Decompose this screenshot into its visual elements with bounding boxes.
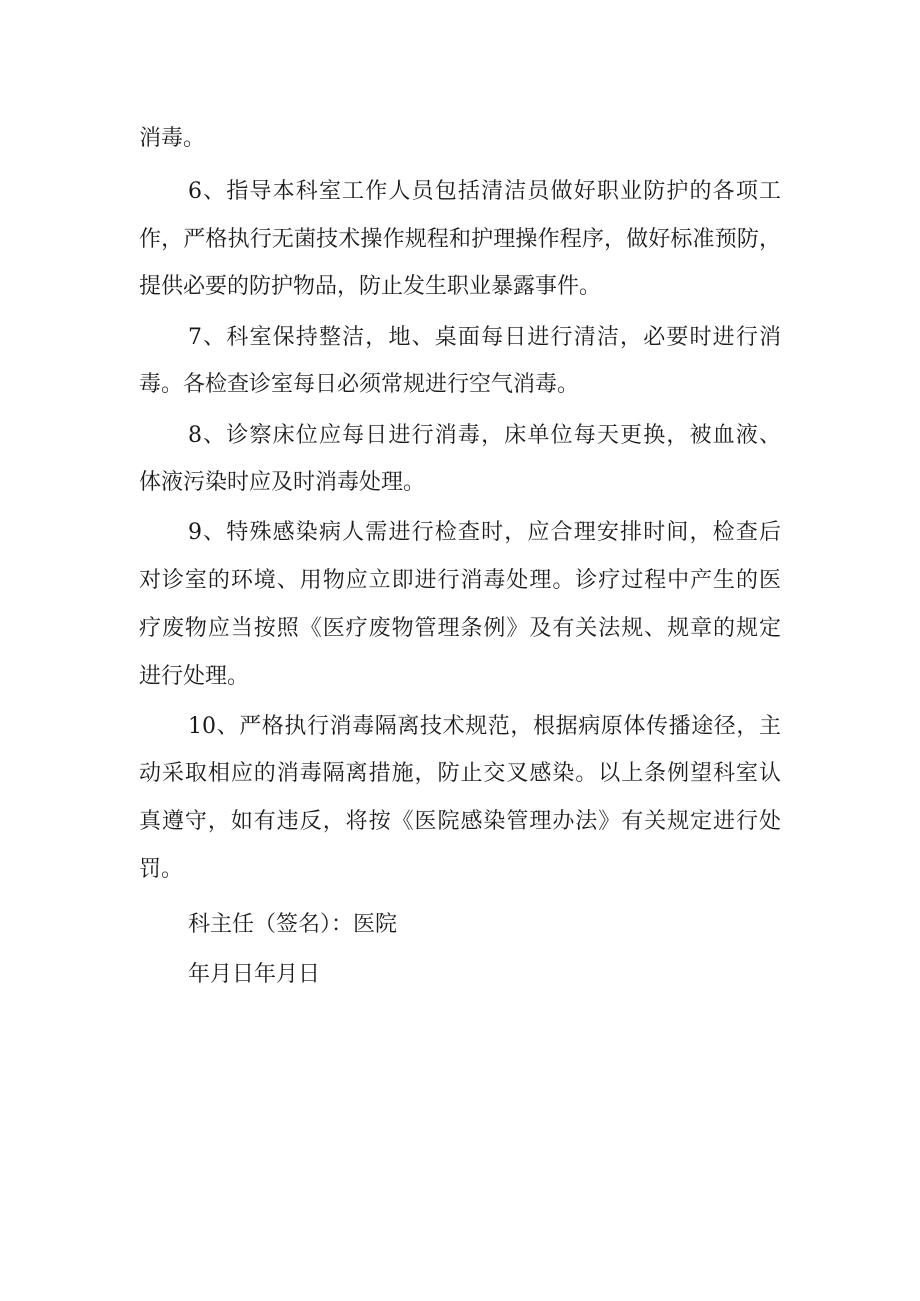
paragraph-9-line-4: 进行处理。 [139,664,250,689]
paragraph-7-line-2: 毒。各检查诊室每日必须常规进行空气消毒。 [139,372,580,397]
paragraph-6-line-1: 6、指导本科室工作人员包括清洁员做好职业防护的各项工 [188,179,781,204]
paragraph-5-tail: 消毒。 [139,126,206,151]
date-line: 年月日年月日 [188,962,321,987]
paragraph-7-line-1: 7、科室保持整洁，地、桌面每日进行清洁，必要时进行消 [188,325,781,350]
paragraph-10-line-4: 罚。 [139,857,184,882]
paragraph-9-line-3: 疗废物应当按照《医疗废物管理条例》及有关法规、规章的规定 [139,616,781,641]
paragraph-9-line-1: 9、特殊感染病人需进行检查时，应合理安排时间，检查后 [188,520,781,545]
signature-line: 科主任（签名）：医院 [188,912,398,937]
paragraph-10-line-3: 真遵守，如有违反，将按《医院感染管理办法》有关规定进行处 [139,809,781,834]
paragraph-10-line-2: 动采取相应的消毒隔离措施，防止交叉感染。以上条例望科室认 [139,761,781,786]
paragraph-8-line-2: 体液污染时应及时消毒处理。 [139,470,426,495]
paragraph-8-line-1: 8、诊察床位应每日进行消毒，床单位每天更换，被血液、 [188,423,781,448]
paragraph-6-line-2: 作，严格执行无菌技术操作规程和护理操作程序，做好标准预防， [139,227,781,252]
paragraph-6-line-3: 提供必要的防护物品，防止发生职业暴露事件。 [139,274,602,299]
paragraph-10-line-1: 10、严格执行消毒隔离技术规范，根据病原体传播途径，主 [188,714,781,739]
paragraph-9-line-2: 对诊室的环境、用物应立即进行消毒处理。诊疗过程中产生的医 [139,568,781,593]
